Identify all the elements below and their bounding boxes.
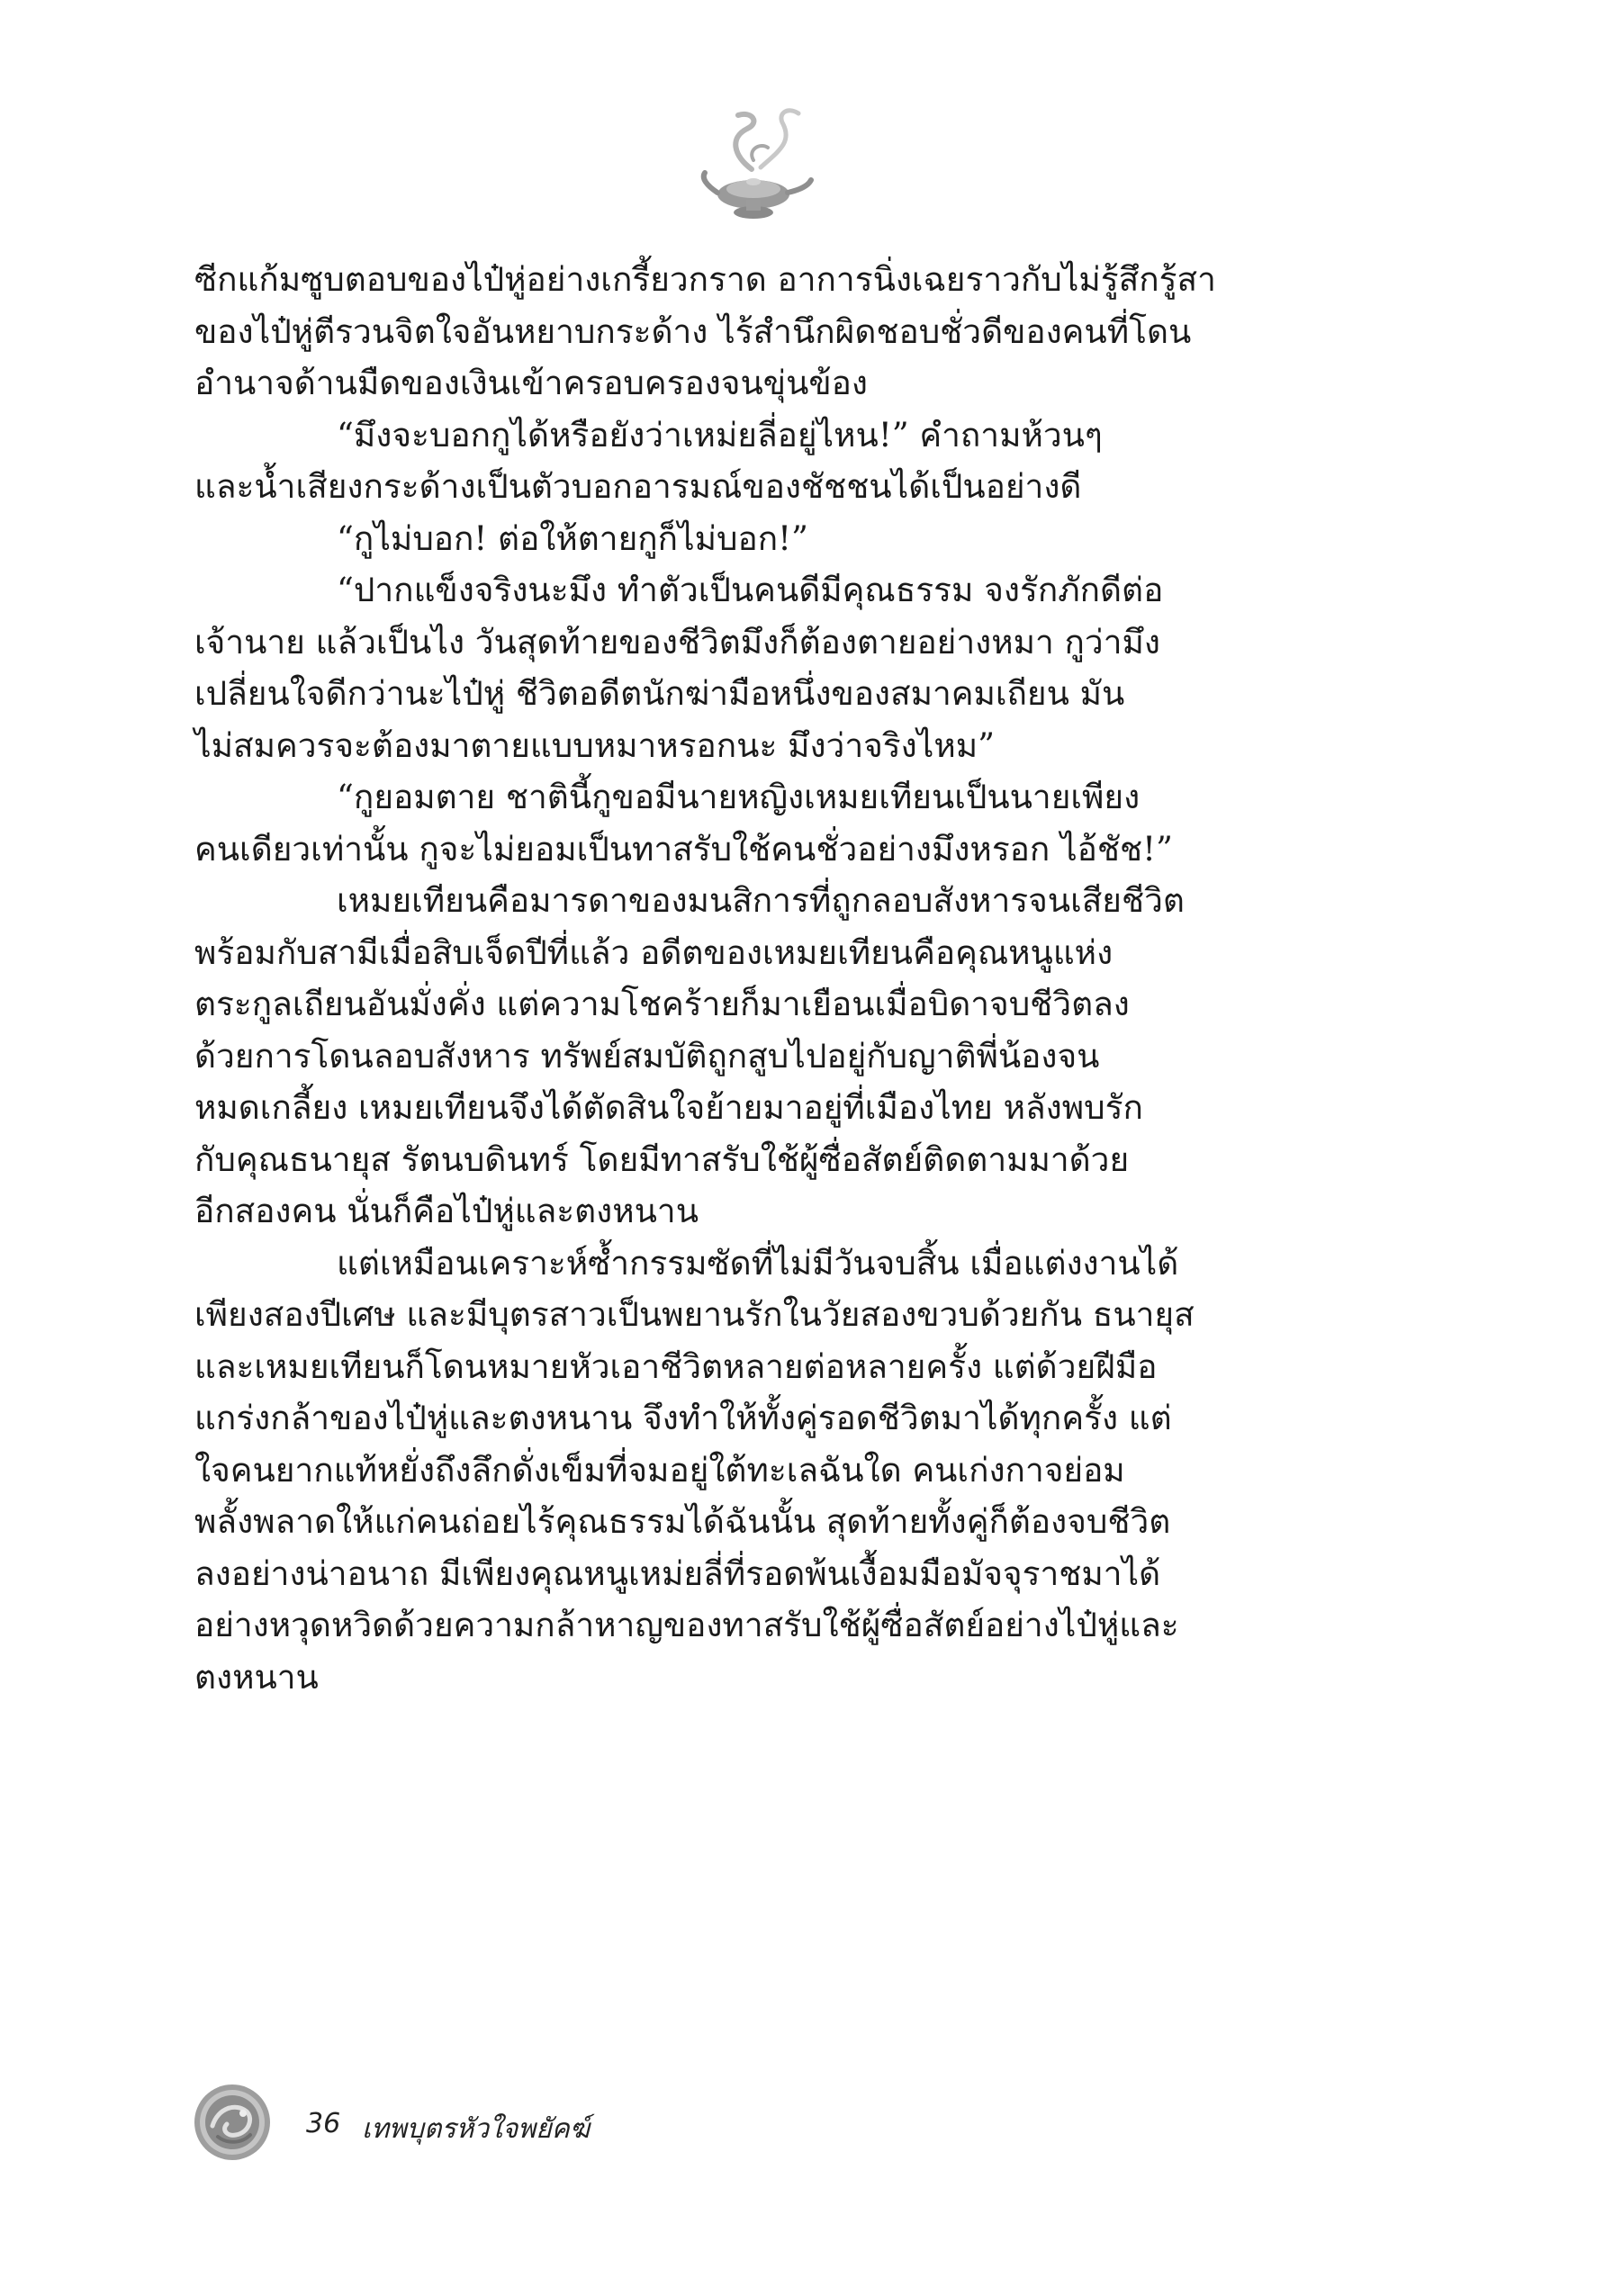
dragon-medallion-icon	[191, 2081, 274, 2164]
paragraph-2: “มึงจะบอกกูได้หรือยังว่าเหม่ยลี่อยู่ไหน!” คำถามห้วนๆ และน้ำเสียงกระด้างเป็นตัวบอกอารมณ์ของชัชชนได้เป็นอย่างดี	[194, 415, 1103, 506]
page-number: 36	[306, 2108, 341, 2139]
body-text	[194, 254, 1330, 1703]
paragraph-6: เหมยเทียนคือมารดาของมนสิการที่ถูกลอบสังหารจนเสียชีวิต พร้อมกับสามีเมื่อสิบเจ็ดปีที่แล้ว อดีตของเหมยเทียนคือคุณหนูแห่ง ตระกูลเถียนอันมั่งคั่ง แต่ความโชคร้ายก็มาเยือนเมื่อบิดาจบชีวิตลง ด้วยการโดนลอบสังหาร ทรัพย์สมบัติถูกสูบไปอยู่กับญาติพี่น้องจน หมดเกลี้ยง เหมยเทียนจึงได้ตัดสินใจย้ายมาอยู่ที่เมืองไทย หลังพบรัก กับคุณธนายุส รัตนบดินทร์ โดยมีทาสรับใช้ผู้ซื่อสัตย์ติดตามมาด้วย อีกสองคน นั่นก็คือไป๋หู่และตงหนาน	[194, 881, 1185, 1230]
paragraph-4: “ปากแข็งจริงนะมึง ทำตัวเป็นคนดีมีคุณธรรม จงรักภักดีต่อ เจ้านาย แล้วเป็นไง วันสุดท้ายของชีวิตมึงก็ต้องตายอย่างหมา กูว่ามึง เปลี่ยนใจดีกว่านะไป๋หู่ ชีวิตอดีตนักฆ่ามือหนึ่งของสมาคมเถียน มัน ไม่สมควรจะต้องมาตายแบบหมาหรอกนะ มึงว่าจริงไหม”	[194, 571, 1164, 765]
paragraph-5: “กูยอมตาย ชาตินี้กูขอมีนายหญิงเหมยเทียนเป็นนายเพียง คนเดียวเท่านั้น กูจะไม่ยอมเป็นทาสรับใช้คนชั่วอย่างมึงหรอก ไอ้ชัช!”	[194, 778, 1173, 869]
page-footer	[191, 2081, 821, 2162]
paragraph-1: ซีกแก้มซูบตอบของไป๋หู่อย่างเกรี้ยวกราด อาการนิ่งเฉยราวกับไม่รู้สึกรู้สา ของไป๋หู่ตีรวนจิตใจอันหยาบกระด้าง ไร้สำนึกผิดชอบชั่วดีของคนที่โดน อำนาจด้านมืดของเงินเข้าครอบครองจนขุ่นข้อง	[194, 260, 1216, 402]
paragraph-7: แต่เหมือนเคราะห์ซ้ำกรรมซัดที่ไม่มีวันจบสิ้น เมื่อแต่งงานได้ เพียงสองปีเศษ และมีบุตรสาวเป็นพยานรักในวัยสองขวบด้วยกัน ธนายุส และเหมยเทียนก็โดนหมายหัวเอาชีวิตหลายต่อหลายครั้ง แต่ด้วยฝีมือ แกร่งกล้าของไป๋หู่และตงหนาน จึงทำให้ทั้งคู่รอดชีวิตมาได้ทุกครั้ง แต่ ใจคนยากแท้หยั่งถึงลึกดั่งเข็มที่จมอยู่ใต้ทะเลฉันใด คนเก่งกาจย่อม พลั้งพลาดให้แก่คนถ่อยไร้คุณธรรมได้ฉันนั้น สุดท้ายทั้งคู่ก็ต้องจบชีวิต ลงอย่างน่าอนาถ มีเพียงคุณหนูเหม่ยลี่ที่รอดพ้นเงื้อมมือมัจจุราชมาได้ อย่างหวุดหวิดด้วยความกล้าหาญของทาสรับใช้ผู้ซื่อสัตย์อย่างไป๋หู่และ ตงหนาน	[194, 1243, 1195, 1697]
paragraph-3: “กูไม่บอก! ต่อให้ตายกูก็ไม่บอก!”	[337, 518, 808, 558]
book-title: เทพบุตรหัวใจพยัคฆ์	[362, 2113, 590, 2145]
genie-lamp-icon	[698, 106, 815, 232]
